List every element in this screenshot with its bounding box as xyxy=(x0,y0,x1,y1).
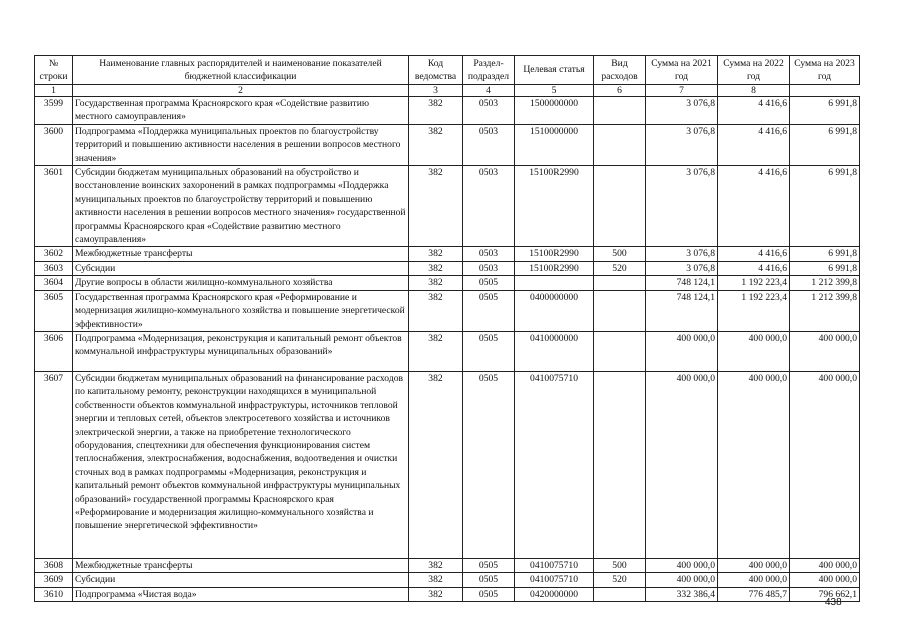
dept-code: 382 xyxy=(409,558,463,572)
sum-2022: 400 000,0 xyxy=(718,573,790,587)
sum-2023: 6 991,8 xyxy=(790,261,860,275)
header-sum-2021: Сумма на 2021 год xyxy=(646,56,718,85)
sum-2023: 6 991,8 xyxy=(790,166,860,247)
sum-2021: 748 124,1 xyxy=(646,276,718,290)
table-row xyxy=(35,371,860,558)
sum-2022: 776 485,7 xyxy=(718,587,790,601)
dept-code: 382 xyxy=(409,97,463,125)
sum-2022: 400 000,0 xyxy=(718,558,790,572)
target-article xyxy=(515,276,594,290)
dept-code: 382 xyxy=(409,261,463,275)
section-code: 0505 xyxy=(463,558,515,572)
header-expense-type: Вид расходов xyxy=(594,56,646,85)
header-target-article: Целевая статья xyxy=(515,56,594,85)
row-number: 3607 xyxy=(35,371,73,558)
sum-2022: 400 000,0 xyxy=(718,331,790,371)
column-number-row xyxy=(35,85,860,97)
header-section: Раздел-подраздел xyxy=(463,56,515,85)
table-row xyxy=(35,331,860,371)
table-body xyxy=(35,97,860,602)
target-article: 0420000000 xyxy=(515,587,594,601)
sum-2021: 400 000,0 xyxy=(646,371,718,558)
sum-2021: 332 386,4 xyxy=(646,587,718,601)
expense-type: 520 xyxy=(594,573,646,587)
dept-code: 382 xyxy=(409,290,463,331)
row-number: 3600 xyxy=(35,124,73,165)
column-number: 3 xyxy=(409,85,463,97)
sum-2022: 4 416,6 xyxy=(718,124,790,165)
table-row xyxy=(35,587,860,601)
table-row xyxy=(35,261,860,275)
sum-2023: 6 991,8 xyxy=(790,124,860,165)
target-article: 0410000000 xyxy=(515,331,594,371)
row-name: Подпрограмма «Поддержка муниципальных проектов по благоустройству территорий и повышению активности населения в решении вопросов местного значения» xyxy=(73,124,409,165)
sum-2023: 6 991,8 xyxy=(790,97,860,125)
header-dept-code: Код ведомства xyxy=(409,56,463,85)
sum-2023: 400 000,0 xyxy=(790,573,860,587)
page-number: 438 xyxy=(825,597,842,608)
sum-2021: 3 076,8 xyxy=(646,166,718,247)
table-row xyxy=(35,247,860,261)
column-number: 7 xyxy=(646,85,718,97)
target-article: 0410075710 xyxy=(515,558,594,572)
header-sum-2023: Сумма на 2023 год xyxy=(790,56,860,85)
dept-code: 382 xyxy=(409,331,463,371)
section-code: 0505 xyxy=(463,587,515,601)
dept-code: 382 xyxy=(409,124,463,165)
sum-2021: 3 076,8 xyxy=(646,247,718,261)
sum-2022: 4 416,6 xyxy=(718,166,790,247)
section-code: 0503 xyxy=(463,124,515,165)
section-code: 0505 xyxy=(463,290,515,331)
dept-code: 382 xyxy=(409,371,463,558)
sum-2022: 4 416,6 xyxy=(718,261,790,275)
sum-2021: 3 076,8 xyxy=(646,124,718,165)
sum-2023: 796 662,1 xyxy=(790,587,860,601)
row-name: Субсидии xyxy=(73,573,409,587)
expense-type: 520 xyxy=(594,261,646,275)
sum-2021: 748 124,1 xyxy=(646,290,718,331)
sum-2021: 400 000,0 xyxy=(646,331,718,371)
expense-type: 500 xyxy=(594,558,646,572)
row-number: 3599 xyxy=(35,97,73,125)
section-code: 0505 xyxy=(463,331,515,371)
column-number: 4 xyxy=(463,85,515,97)
section-code: 0505 xyxy=(463,371,515,558)
row-number: 3606 xyxy=(35,331,73,371)
sum-2022: 1 192 223,4 xyxy=(718,276,790,290)
row-number: 3604 xyxy=(35,276,73,290)
table-row xyxy=(35,276,860,290)
sum-2022: 4 416,6 xyxy=(718,97,790,125)
sum-2023: 400 000,0 xyxy=(790,558,860,572)
section-code: 0503 xyxy=(463,97,515,125)
sum-2022: 400 000,0 xyxy=(718,371,790,558)
target-article: 1510000000 xyxy=(515,124,594,165)
dept-code: 382 xyxy=(409,276,463,290)
row-name: Подпрограмма «Чистая вода» xyxy=(73,587,409,601)
section-code: 0505 xyxy=(463,573,515,587)
sum-2021: 400 000,0 xyxy=(646,558,718,572)
row-number: 3601 xyxy=(35,166,73,247)
column-number: 1 xyxy=(35,85,73,97)
target-article: 0400000000 xyxy=(515,290,594,331)
row-number: 3603 xyxy=(35,261,73,275)
sum-2022: 1 192 223,4 xyxy=(718,290,790,331)
budget-table xyxy=(34,55,860,602)
target-article: 15100R2990 xyxy=(515,247,594,261)
sum-2023: 400 000,0 xyxy=(790,371,860,558)
header-row-number: № строки xyxy=(35,56,73,85)
expense-type xyxy=(594,331,646,371)
row-name: Субсидии бюджетам муниципальных образований на финансирование расходов по капитальному ремонту, реконструкции находящихся в муниципальной собственности объектов коммунальной инфраструктуры, источников тепловой энергии и тепловых сетей, объектов электросетевого хозяйства и источников электрической энергии, а также на приобретение технологического оборудования, спецтехники для обеспечения функционирования систем теплоснабжения, электроснабжения, водоснабжения, водоотведения и очистки сточных вод в рамках подпрограммы «Модернизация, реконструкция и капитальный ремонт объектов коммунальной инфраструктуры муниципальных образований» государственной программы Красноярского края «Реформирование и модернизация жилищно-коммунального хозяйства и повышение энергетической эффективности» xyxy=(73,371,409,558)
target-article: 0410075710 xyxy=(515,371,594,558)
sum-2022: 4 416,6 xyxy=(718,247,790,261)
target-article: 0410075710 xyxy=(515,573,594,587)
row-number: 3610 xyxy=(35,587,73,601)
section-code: 0503 xyxy=(463,261,515,275)
row-name: Межбюджетные трансферты xyxy=(73,558,409,572)
column-number: 2 xyxy=(73,85,409,97)
target-article: 15100R2990 xyxy=(515,261,594,275)
sum-2023: 400 000,0 xyxy=(790,331,860,371)
row-number: 3602 xyxy=(35,247,73,261)
sum-2021: 3 076,8 xyxy=(646,261,718,275)
row-number: 3605 xyxy=(35,290,73,331)
expense-type xyxy=(594,290,646,331)
expense-type xyxy=(594,587,646,601)
header-name: Наименование главных распорядителей и наименование показателей бюджетной классификации xyxy=(73,56,409,85)
section-code: 0503 xyxy=(463,166,515,247)
column-number: 5 xyxy=(515,85,594,97)
row-name: Другие вопросы в области жилищно-коммунального хозяйства xyxy=(73,276,409,290)
row-name: Подпрограмма «Модернизация, реконструкция и капитальный ремонт объектов коммунальной инфраструктуры муниципальных образований» xyxy=(73,331,409,371)
expense-type xyxy=(594,371,646,558)
sum-2023: 1 212 399,8 xyxy=(790,276,860,290)
table-header-row xyxy=(35,56,860,85)
table-row xyxy=(35,97,860,125)
expense-type: 500 xyxy=(594,247,646,261)
dept-code: 382 xyxy=(409,247,463,261)
row-number: 3608 xyxy=(35,558,73,572)
row-name: Государственная программа Красноярского края «Содействие развитию местного самоуправления» xyxy=(73,97,409,125)
expense-type xyxy=(594,276,646,290)
sum-2021: 3 076,8 xyxy=(646,97,718,125)
expense-type xyxy=(594,124,646,165)
table-row xyxy=(35,573,860,587)
section-code: 0503 xyxy=(463,247,515,261)
row-name: Субсидии xyxy=(73,261,409,275)
row-name: Государственная программа Красноярского края «Реформирование и модернизация жилищно-коммунального хозяйства и повышение энергетической эффективности» xyxy=(73,290,409,331)
section-code: 0505 xyxy=(463,276,515,290)
sum-2023: 6 991,8 xyxy=(790,247,860,261)
table-row xyxy=(35,124,860,165)
table-row xyxy=(35,166,860,247)
dept-code: 382 xyxy=(409,166,463,247)
target-article: 15100R2990 xyxy=(515,166,594,247)
table-row xyxy=(35,558,860,572)
target-article: 1500000000 xyxy=(515,97,594,125)
header-sum-2022: Сумма на 2022 год xyxy=(718,56,790,85)
column-number: 6 xyxy=(594,85,646,97)
dept-code: 382 xyxy=(409,587,463,601)
sum-2023: 1 212 399,8 xyxy=(790,290,860,331)
row-name: Субсидии бюджетам муниципальных образований на обустройство и восстановление воинских захоронений в рамках подпрограммы «Поддержка муниципальных проектов по благоустройству территорий и повышению активности населения в решении вопросов местного значения» государственной программы Красноярского края «Содействие развитию местного самоуправления» xyxy=(73,166,409,247)
expense-type xyxy=(594,97,646,125)
row-number: 3609 xyxy=(35,573,73,587)
row-name: Межбюджетные трансферты xyxy=(73,247,409,261)
dept-code: 382 xyxy=(409,573,463,587)
column-number: 8 xyxy=(718,85,790,97)
sum-2021: 400 000,0 xyxy=(646,573,718,587)
table-row xyxy=(35,290,860,331)
expense-type xyxy=(594,166,646,247)
